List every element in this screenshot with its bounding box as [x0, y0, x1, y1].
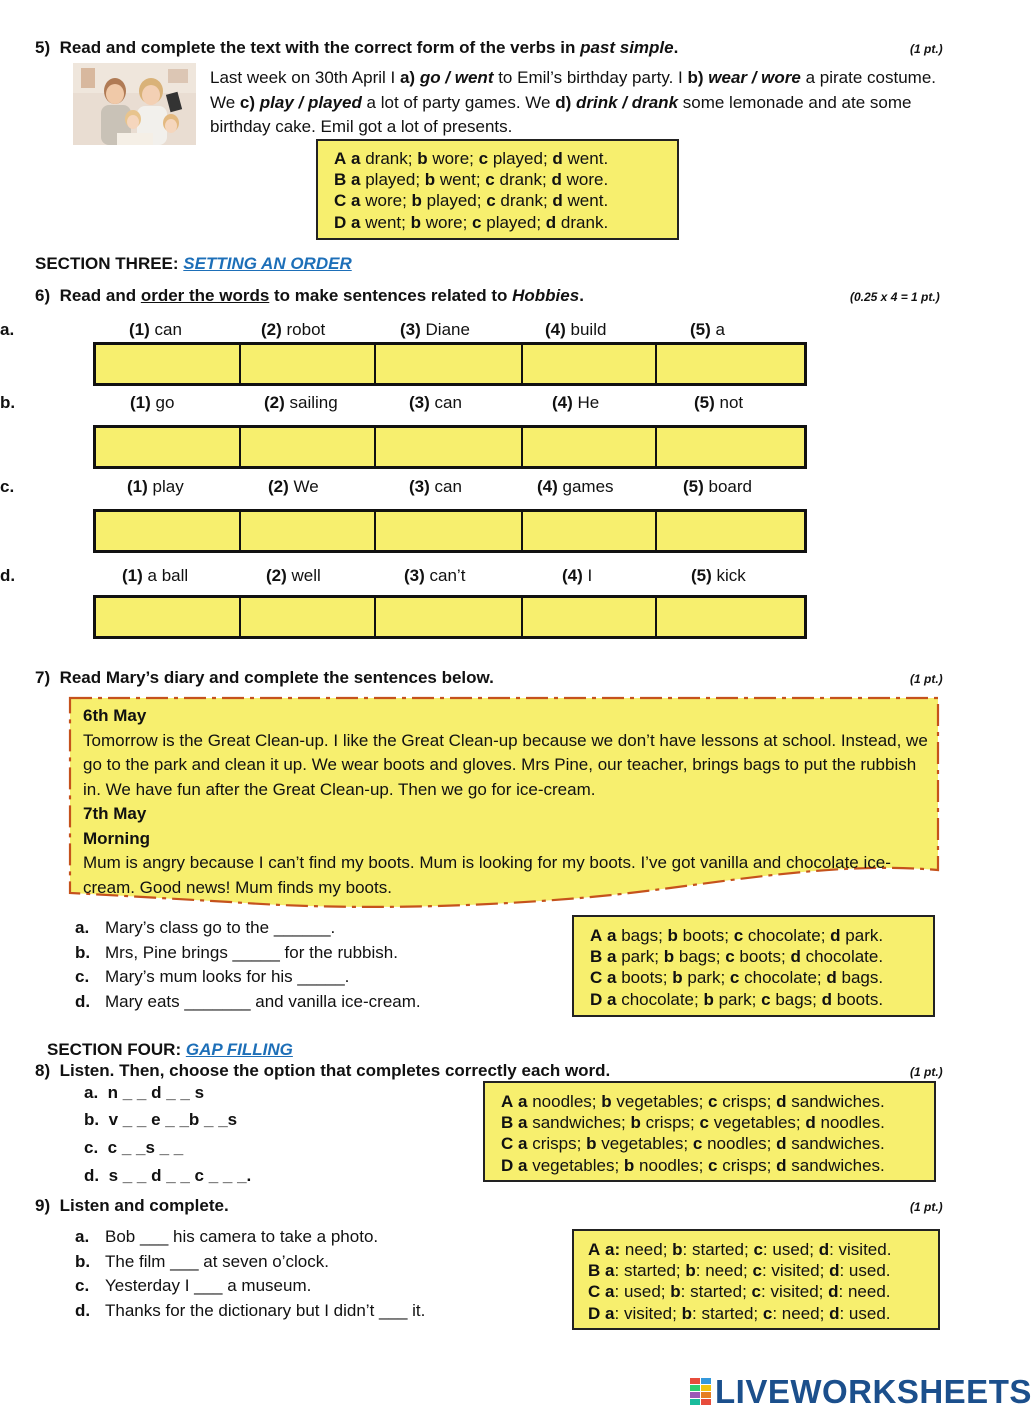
option-key: A [334, 149, 347, 168]
logo-text: LIVEWORKSHEETS [715, 1373, 1032, 1410]
option-value: park. [845, 926, 884, 945]
option-row[interactable]: B a park; b bags; c boots; d chocolate. [590, 947, 884, 967]
word: play [152, 477, 184, 496]
answer-cell[interactable] [376, 512, 523, 550]
word-row-b [0, 393, 999, 415]
option-row[interactable]: D a: visited; b: started; c: need; d: used. [588, 1303, 891, 1323]
sentence-text: The film ___ at seven o’clock. [105, 1251, 329, 1271]
word-number: (4) [562, 566, 583, 585]
word-row-d [0, 566, 999, 588]
option-value: started; [701, 1303, 759, 1323]
sentence-text: Mrs, Pine brings _____ for the rubbish. [105, 942, 398, 962]
option-value: wore. [566, 170, 609, 190]
gapped-word [84, 1083, 251, 1110]
gapped-word [84, 1138, 251, 1166]
answer-grid-d [93, 595, 807, 639]
row-letter: b. [0, 393, 16, 412]
word-number: (2) [261, 320, 282, 339]
word-number: (5) [683, 477, 704, 496]
q8-heading [35, 1061, 610, 1081]
word-letter: c. [84, 1138, 99, 1157]
q5-answer-options [316, 139, 679, 240]
option-value: chocolate; [744, 968, 822, 988]
option-row[interactable]: C a crisps; b vegetables; c noodles; d sandwiches. [501, 1134, 885, 1154]
word: go [155, 393, 175, 412]
sentence-letter: c. [75, 1276, 90, 1295]
option-value: boots. [836, 989, 884, 1009]
word: a [715, 320, 725, 339]
option-key: C [501, 1134, 514, 1154]
sentence-item [75, 1299, 425, 1324]
answer-cell[interactable] [523, 428, 657, 466]
sentence-letter: b. [75, 942, 91, 962]
option-key: A [501, 1092, 514, 1111]
passage-part: a pirate costume. We [210, 68, 936, 112]
diary-paragraph-1: Tomorrow is the Great Clean-up. I like the Great Clean-up because we don’t have lessons at school. Instead, we go to the park and clean it up. We wear boots and gloves. Mrs Pine, our teacher, brings bags to put the rubbish in. We have fun after the Great Clean-up. Then we go for ice-cream. [83, 730, 928, 799]
passage-part: some lemonade and ate some birthday cake. Emil got a lot of presents. [210, 92, 912, 136]
word-letter: d. [84, 1166, 100, 1185]
answer-cell[interactable] [96, 428, 241, 466]
sentence-item [75, 1250, 425, 1275]
diary-date-1: 6th May [83, 706, 147, 725]
option-value: boots; [682, 926, 729, 945]
option-value: bags; [678, 947, 721, 967]
word: can [434, 393, 462, 412]
option-value: vegetables; [601, 1134, 689, 1154]
word: build [570, 320, 607, 339]
option-value: wore; [425, 212, 468, 232]
q5-passage [210, 66, 950, 140]
word-row-a [0, 320, 999, 342]
q9-number: 9) [35, 1196, 51, 1215]
answer-grid-a [93, 342, 807, 386]
sentence-text: Thanks for the dictionary but I didn’t ___ it. [105, 1300, 426, 1320]
answer-cell[interactable] [376, 345, 523, 383]
option-value: chocolate; [747, 926, 826, 945]
gapped-word [84, 1166, 251, 1193]
q9-heading-text: Listen and complete. [59, 1196, 229, 1215]
word: can’t [429, 566, 466, 585]
word: games [562, 477, 614, 496]
answer-cell[interactable] [376, 428, 523, 466]
answer-cell[interactable] [657, 345, 804, 383]
word-number: (1) [129, 320, 150, 339]
option-value: boots; [739, 947, 786, 967]
answer-grid-b [93, 425, 807, 469]
q7-answer-options [572, 915, 935, 1017]
sentence-text: Mary’s class go to the ______. [105, 918, 336, 937]
gap-b-label: b) [687, 68, 704, 87]
sentence-letter: d. [75, 991, 91, 1011]
option-value: used; [623, 1282, 666, 1302]
option-row[interactable]: B a played; b went; c drank; d wore. [334, 170, 609, 190]
option-value: drank; [500, 191, 548, 211]
q5-number: 5) [35, 38, 51, 57]
section-label: SECTION THREE: [35, 254, 184, 273]
word-number: (3) [409, 393, 430, 412]
option-value: park; [687, 968, 726, 988]
option-row[interactable]: D a went; b wore; c played; d drank. [334, 212, 609, 232]
option-key: B [590, 947, 603, 967]
word: sailing [289, 393, 338, 412]
option-value: chocolate; [621, 989, 699, 1009]
option-value: drank; [365, 149, 413, 168]
option-value: played; [365, 170, 421, 190]
sentence-letter: d. [75, 1300, 91, 1320]
q7-heading-text: Read Mary’s diary and complete the sentences below. [59, 668, 494, 687]
gap-d-label: d) [555, 92, 572, 112]
option-value: wore; [365, 191, 407, 211]
answer-cell[interactable] [657, 512, 804, 550]
q6-heading-text: to make sentences related to [269, 286, 513, 305]
word-pattern: v _ _ e _ _b _ _s [108, 1110, 238, 1129]
sentence-item [75, 990, 421, 1015]
option-value: went. [567, 149, 609, 168]
option-row[interactable]: B a: started; b: need; c: visited; d: used. [588, 1261, 891, 1281]
word: We [293, 477, 319, 496]
option-row[interactable]: C a: used; b: started; c: visited; d: need. [588, 1282, 891, 1302]
word-number: (3) [404, 566, 425, 585]
q6-number: 6) [35, 286, 51, 305]
answer-cell[interactable] [241, 428, 376, 466]
option-row[interactable]: D a vegetables; b noodles; c crisps; d sandwiches. [501, 1155, 885, 1175]
option-value: wore; [432, 149, 474, 168]
option-row[interactable]: B a sandwiches; b crisps; c vegetables; d noodles. [501, 1113, 885, 1133]
option-value: park; [718, 989, 757, 1009]
option-value: played; [426, 191, 482, 211]
word: board [708, 477, 752, 496]
word-pattern: c _ _s _ _ [107, 1138, 184, 1157]
sentence-item [75, 916, 421, 941]
option-value: drank; [499, 170, 547, 190]
option-value: crisps; [645, 1113, 695, 1133]
option-key: C [588, 1282, 601, 1302]
word: not [719, 393, 744, 412]
q8-points: (1 pt.) [910, 1065, 943, 1079]
q6-heading-emphasis: Hobbies [512, 286, 580, 305]
option-key: D [334, 212, 347, 232]
q6-points: (0.25 x 4 = 1 pt.) [850, 290, 940, 304]
sentence-item [75, 1225, 425, 1250]
option-row[interactable]: A a: need; b: started; c: used; d: visited. [588, 1240, 892, 1259]
sentence-item [75, 965, 421, 990]
option-key: D [588, 1303, 601, 1323]
option-value: went; [365, 212, 406, 232]
q9-heading [35, 1196, 229, 1216]
answer-cell[interactable] [241, 512, 376, 550]
option-value: vegetables; [713, 1113, 801, 1133]
option-value: started; [692, 1240, 749, 1259]
row-letter: a. [0, 320, 15, 339]
option-value: visited; [623, 1303, 677, 1323]
option-key: A [588, 1240, 601, 1259]
word-number: (3) [409, 477, 430, 496]
word: kick [716, 566, 746, 585]
q6-heading [35, 286, 584, 306]
answer-cell[interactable] [657, 598, 804, 636]
liveworksheets-logo [690, 1374, 1032, 1410]
option-value: visited; [771, 1261, 825, 1281]
option-row[interactable]: A a drank; b wore; c played; d went. [334, 149, 609, 168]
word: a ball [147, 566, 189, 585]
word: robot [286, 320, 326, 339]
section-four-title [47, 1040, 293, 1060]
option-value: sandwiches. [791, 1155, 885, 1175]
q5-points: (1 pt.) [910, 42, 943, 56]
q6-heading-underlined: order the words [140, 286, 270, 305]
word: Diane [425, 320, 470, 339]
word-number: (1) [122, 566, 143, 585]
word-number: (2) [266, 566, 287, 585]
logo-mark-icon [690, 1378, 712, 1406]
answer-cell[interactable] [96, 512, 241, 550]
option-value: sandwiches; [532, 1113, 626, 1133]
word-number: (2) [268, 477, 289, 496]
option-key: B [588, 1261, 601, 1281]
q7-heading [35, 668, 494, 688]
option-row[interactable]: C a boots; b park; c chocolate; d bags. [590, 968, 884, 988]
word-number: (4) [552, 393, 573, 412]
option-key: D [501, 1155, 514, 1175]
gap-c-label: c) [239, 92, 256, 112]
word-number: (3) [400, 320, 421, 339]
option-key: B [334, 170, 347, 190]
option-value: bags; [621, 926, 663, 945]
q7-number: 7) [35, 668, 51, 687]
option-value: sandwiches. [791, 1092, 885, 1111]
answer-cell[interactable] [657, 428, 804, 466]
q7-sentences [75, 916, 421, 1014]
option-value: visited; [770, 1282, 824, 1302]
answer-cell[interactable] [241, 598, 376, 636]
sentence-letter: c. [75, 967, 90, 986]
sentence-text: Yesterday I ___ a museum. [105, 1276, 312, 1295]
option-value: noodles; [707, 1134, 772, 1154]
option-value: visited. [838, 1240, 892, 1259]
passage-part: Last week on 30th April I [210, 68, 400, 87]
option-value: bags. [841, 968, 884, 988]
q5-heading-emphasis: past simple [580, 38, 674, 57]
option-value: bags; [775, 989, 817, 1009]
option-value: crisps; [532, 1134, 582, 1154]
answer-cell[interactable] [96, 345, 241, 383]
passage-part: to Emil’s birthday party. I [493, 68, 688, 87]
word-number: (1) [127, 477, 148, 496]
option-value: noodles; [532, 1092, 597, 1111]
q9-sentences [75, 1225, 425, 1323]
section-three-title [35, 254, 352, 274]
word-number: (1) [130, 393, 151, 412]
word-number: (4) [545, 320, 566, 339]
option-key: B [501, 1113, 514, 1133]
option-value: need. [847, 1282, 891, 1302]
q8-heading-text: Listen. Then, choose the option that completes correctly each word. [59, 1061, 611, 1080]
option-value: noodles. [820, 1113, 885, 1133]
word-number: (5) [690, 320, 711, 339]
diary-paragraph-2: Mum is angry because I can’t find my boots. Mum is looking for my boots. I’ve got vanilla and chocolate ice-cream. Good news! Mum finds my boots. [83, 853, 891, 897]
option-value: went. [567, 191, 609, 211]
word-pattern: s _ _ d _ _ c _ _ _. [108, 1166, 252, 1185]
option-value: used. [848, 1261, 891, 1281]
word: can [154, 320, 182, 339]
option-value: need; [624, 1240, 668, 1259]
q9-answer-options [572, 1229, 940, 1330]
sentence-text: Mary’s mum looks for his _____. [105, 967, 350, 986]
q6-heading-end: . [579, 286, 584, 305]
option-value: chocolate. [805, 947, 884, 967]
option-key: C [334, 191, 347, 211]
word-number: (5) [691, 566, 712, 585]
option-value: boots; [621, 968, 668, 988]
word-number: (2) [264, 393, 285, 412]
option-value: vegetables; [532, 1155, 620, 1175]
answer-cell[interactable] [241, 345, 376, 383]
q8-answer-options [483, 1081, 936, 1182]
option-value: started; [623, 1261, 681, 1281]
gap-b-options: wear / wore [708, 68, 801, 87]
option-value: need; [705, 1261, 748, 1281]
passage-part: a lot of party games. We [361, 92, 556, 112]
sentence-item [75, 1274, 425, 1299]
option-value: played; [486, 212, 542, 232]
word-row-c [0, 477, 999, 499]
family-photo [73, 63, 196, 145]
word: He [577, 393, 600, 412]
gap-c-options: play / played [259, 92, 362, 112]
option-row[interactable]: D a chocolate; b park; c bags; d boots. [590, 989, 884, 1009]
option-value: vegetables; [616, 1092, 704, 1111]
sentence-text: Mary eats _______ and vanilla ice-cream. [105, 991, 421, 1011]
word-letter: b. [84, 1110, 100, 1129]
option-value: park; [621, 947, 660, 967]
option-value: need; [781, 1303, 825, 1323]
gap-a-options: go / went [419, 68, 494, 87]
word-pattern: n _ _ d _ _ s [107, 1083, 205, 1102]
q5-heading-end: . [673, 38, 679, 57]
diary-date-2: 7th May [83, 804, 147, 823]
word: well [291, 566, 321, 585]
option-value: sandwiches. [791, 1134, 885, 1154]
answer-grid-c [93, 509, 807, 553]
q5-heading-text: Read and complete the text with the correct form of the verbs in [59, 38, 581, 57]
option-value: drank. [560, 212, 609, 232]
option-value: noodles; [639, 1155, 704, 1175]
option-key: A [590, 926, 603, 945]
sentence-letter: b. [75, 1251, 91, 1271]
option-value: crisps; [722, 1155, 772, 1175]
sentence-letter: a. [75, 918, 90, 937]
word-letter: a. [84, 1083, 99, 1102]
sentence-item [75, 941, 421, 966]
family-photo-graphic [73, 63, 196, 145]
option-value: crisps; [722, 1092, 772, 1111]
sentence-letter: a. [75, 1227, 90, 1246]
word: I [587, 566, 593, 585]
diary-text [83, 704, 933, 900]
section-four-link[interactable]: GAP FILLING [185, 1040, 293, 1059]
option-row[interactable]: A a noodles; b vegetables; c crisps; d sandwiches. [501, 1092, 885, 1111]
answer-cell[interactable] [523, 512, 657, 550]
option-key: C [590, 968, 603, 988]
gapped-word [84, 1110, 251, 1138]
answer-cell[interactable] [96, 598, 241, 636]
option-value: started; [690, 1282, 747, 1302]
option-value: went; [439, 170, 481, 190]
answer-cell[interactable] [376, 598, 523, 636]
word-number: (5) [694, 393, 715, 412]
section-label: SECTION FOUR: [47, 1040, 186, 1059]
q5-heading [35, 38, 678, 58]
option-row[interactable]: A a bags; b boots; c chocolate; d park. [590, 926, 884, 945]
gap-d-options: drink / drank [576, 92, 679, 112]
answer-cell[interactable] [523, 598, 657, 636]
sentence-text: Bob ___ his camera to take a photo. [105, 1227, 379, 1246]
row-letter: d. [0, 566, 16, 585]
option-row[interactable]: C a wore; b played; c drank; d went. [334, 191, 609, 211]
word: can [434, 477, 462, 496]
option-value: used; [772, 1240, 814, 1259]
option-value: used. [848, 1303, 891, 1323]
diary-time: Morning [83, 828, 151, 848]
q8-word-list [84, 1083, 251, 1193]
row-letter: c. [0, 477, 15, 496]
answer-cell[interactable] [523, 345, 657, 383]
q9-points: (1 pt.) [910, 1200, 943, 1214]
q6-heading-text: Read and [59, 286, 141, 305]
option-value: played; [492, 149, 548, 168]
option-key: D [590, 989, 603, 1009]
gap-a-label: a) [399, 68, 416, 87]
section-three-link[interactable]: SETTING AN ORDER [183, 254, 352, 273]
q7-points: (1 pt.) [910, 672, 943, 686]
word-number: (4) [537, 477, 558, 496]
q8-number: 8) [35, 1061, 51, 1080]
